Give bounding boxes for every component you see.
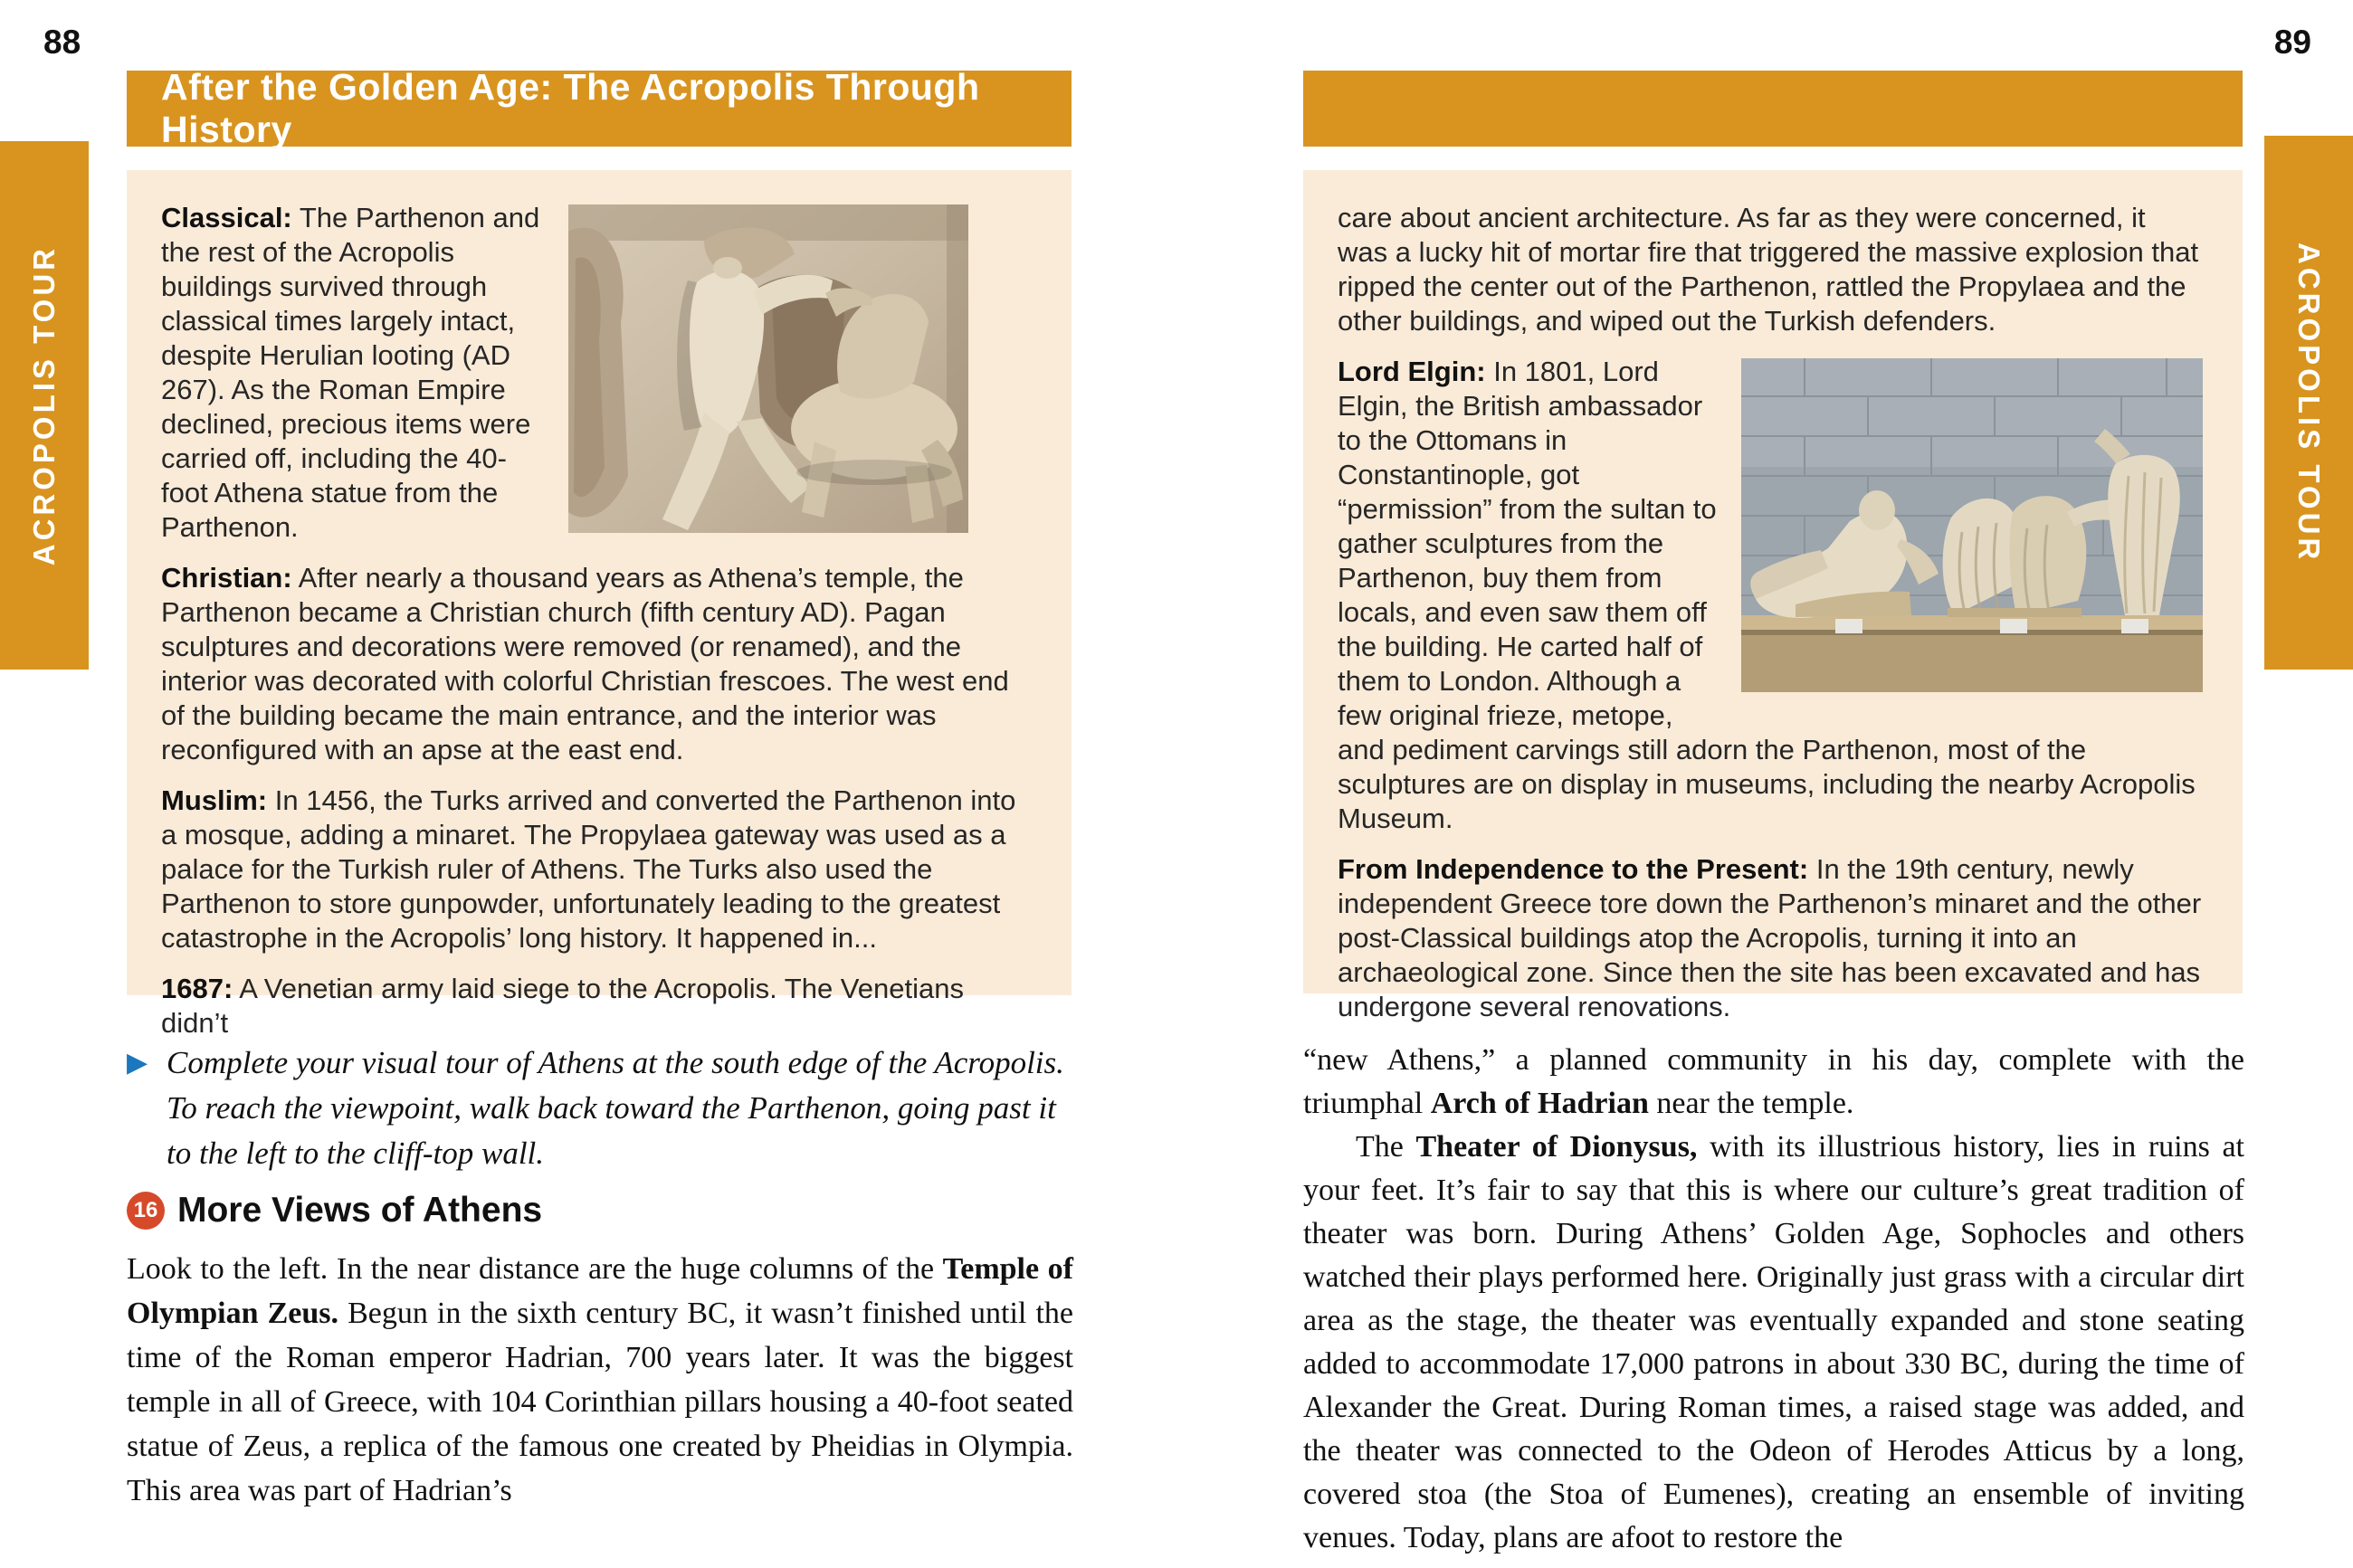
paragraph-text: After nearly a thousand years as Athena’s temple, the Parthenon became a Christian church (fifth century AD). Pagan sculptures and decorations were removed (or renamed), and the interior was decorated with colorful Christian frescoes. The west end of the building became the main entrance, and the interior was reconfigured with an apse at the east end. [161, 562, 1009, 765]
edge-tab-right-label: ACROPOLIS TOUR [2292, 242, 2326, 564]
paragraph-text: In 1801, Lord Elgin, the British ambassador to the Ottomans in Constantinople, got “permission” from the sultan to gather sculptures from the Parthenon, buy them from locals, and even saw them off the building. He carted half of them to London. Although a few original frieze, metope, and pediment carvings still adorn the Parthenon, most of the sculptures are on display in museums, including the nearby Acropolis Museum. [1338, 356, 2196, 834]
body-text-segment: The [1356, 1130, 1416, 1164]
body-text-left [127, 1247, 1073, 1513]
box-paragraph-muslim [161, 784, 1032, 955]
museum-plinth [1741, 615, 2203, 692]
body-bold-segment: Temple of Olympian Zeus. [127, 1252, 1073, 1330]
box-paragraph-independence [1338, 852, 2203, 1024]
edge-tab-right [2264, 136, 2353, 670]
numbered-section-heading [127, 1191, 542, 1231]
paragraph-label: 1687: [161, 973, 233, 1004]
sidebar-box-history [127, 170, 1072, 1039]
walking-direction-text: Complete your visual tour of Athens at the south edge of the Acropolis. To reach the viewpoint, walk back toward the Parthenon, going past it to the left to the cliff-top wall. [167, 1045, 1064, 1171]
section-header-bar [127, 66, 1072, 150]
edge-tab-left [0, 141, 89, 670]
body-text-segment: with its illustrious history, lies in ruins at your feet. It’s fair to say that this is where our culture’s great tradition of theater was born. During Athens’ Golden Age, Sophocles and others watched their plays performed here. Originally just grass with a circular dirt area as the stage, the theater was eventually expanded and stone seating added to accommodate 17,000 patrons in about 330 BC, during the time of Alexander the Great. During Roman times, a raised stage was added, and the theater was connected to the Odeon of Herodes Atticus by a long, covered stoa (the Stoa of Eumenes), creating an ensemble of inviting venues. Today, plans are afoot to restore the [1303, 1130, 2245, 1554]
section-title: More Views of Athens [177, 1191, 543, 1230]
walking-direction-note [127, 1041, 1082, 1176]
paragraph-label: Lord Elgin: [1338, 356, 1486, 387]
paragraph-label: Christian: [161, 562, 292, 594]
paragraph-label: Classical: [161, 202, 292, 233]
body-text-right [1303, 1039, 2244, 1560]
edge-tab-left-label: ACROPOLIS TOUR [27, 244, 61, 566]
paragraph-text: In 1456, the Turks arrived and converted the Parthenon into a mosque, adding a minaret. The Propylaea gateway was used as a palace for the Turkish ruler of Athens. The Turks also used the Parthenon to store gunpowder, unfortunately leading to the greatest catastrophe in the Acropolis’ long history. It happened in... [161, 784, 1016, 954]
box-paragraph-1687 [161, 972, 1032, 1041]
triangle-bullet-icon: ▶ [127, 1048, 148, 1078]
paragraph-label: From Independence to the Present: [1338, 853, 1809, 885]
box-paragraph-intro [1338, 201, 2203, 338]
paragraph-text: In the 19th century, newly independent Greece tore down the Parthenon’s minaret and the other post-Classical buildings atop the Acropolis, turning it into an archaeological zone. Since then the site has been excavated and has undergone several renovations. [1338, 853, 2202, 1022]
body-bold-segment: Arch of Hadrian [1430, 1087, 1649, 1120]
sidebar-box-history-continued [1303, 170, 2243, 1022]
page-number-right: 89 [2273, 24, 2311, 61]
body-text-segment: near the temple. [1648, 1087, 1854, 1120]
section-header-title: After the Golden Age: The Acropolis Through History [161, 66, 980, 150]
paragraph-label: Muslim: [161, 784, 268, 816]
body-paragraph [1303, 1039, 2244, 1126]
body-paragraph [1303, 1126, 2244, 1560]
body-paragraph [127, 1247, 1073, 1513]
body-bold-segment: Theater of Dionysus, [1415, 1130, 1698, 1164]
box-paragraph-christian [161, 561, 1032, 767]
stop-number-badge: 16 [127, 1192, 165, 1230]
box-paragraph-lord-elgin [1338, 355, 2203, 836]
page-number-left: 88 [43, 24, 81, 61]
body-text-segment: Look to the left. In the near distance are the huge columns of the [127, 1252, 943, 1286]
metope-relief-photo [568, 204, 968, 533]
paragraph-text: care about ancient architecture. As far as they were concerned, it was a lucky hit of mortar fire that triggered the massive explosion that ripped the center out of the Parthenon, rattled the Propylaea and the other buildings, and wiped out the Turkish defenders. [1338, 202, 2199, 337]
body-text-segment: Begun in the sixth century BC, it wasn’t finished until the time of the Roman emperor Hadrian, 700 years later. It was the biggest temple in all of Greece, with 104 Corinthian pillars housing a 40-foot seated statue of Zeus, a replica of the famous one created by Pheidias in Olympia. This area was part of Hadrian’s [127, 1297, 1073, 1507]
paragraph-text: The Parthenon and the rest of the Acropolis buildings survived through classical times largely intact, despite Herulian looting (AD 267). As the Roman Empire declined, precious items were carried off, including the 40-foot Athena statue from the Parthenon. [161, 202, 540, 543]
elgin-marbles-photo [1741, 358, 2203, 692]
body-text-segment: “new Athens,” a planned community in his day, complete with the triumphal [1303, 1043, 2244, 1120]
section-header-bar-continued [1303, 71, 2243, 147]
paragraph-text: A Venetian army laid siege to the Acropolis. The Venetians didn’t [161, 973, 964, 1039]
